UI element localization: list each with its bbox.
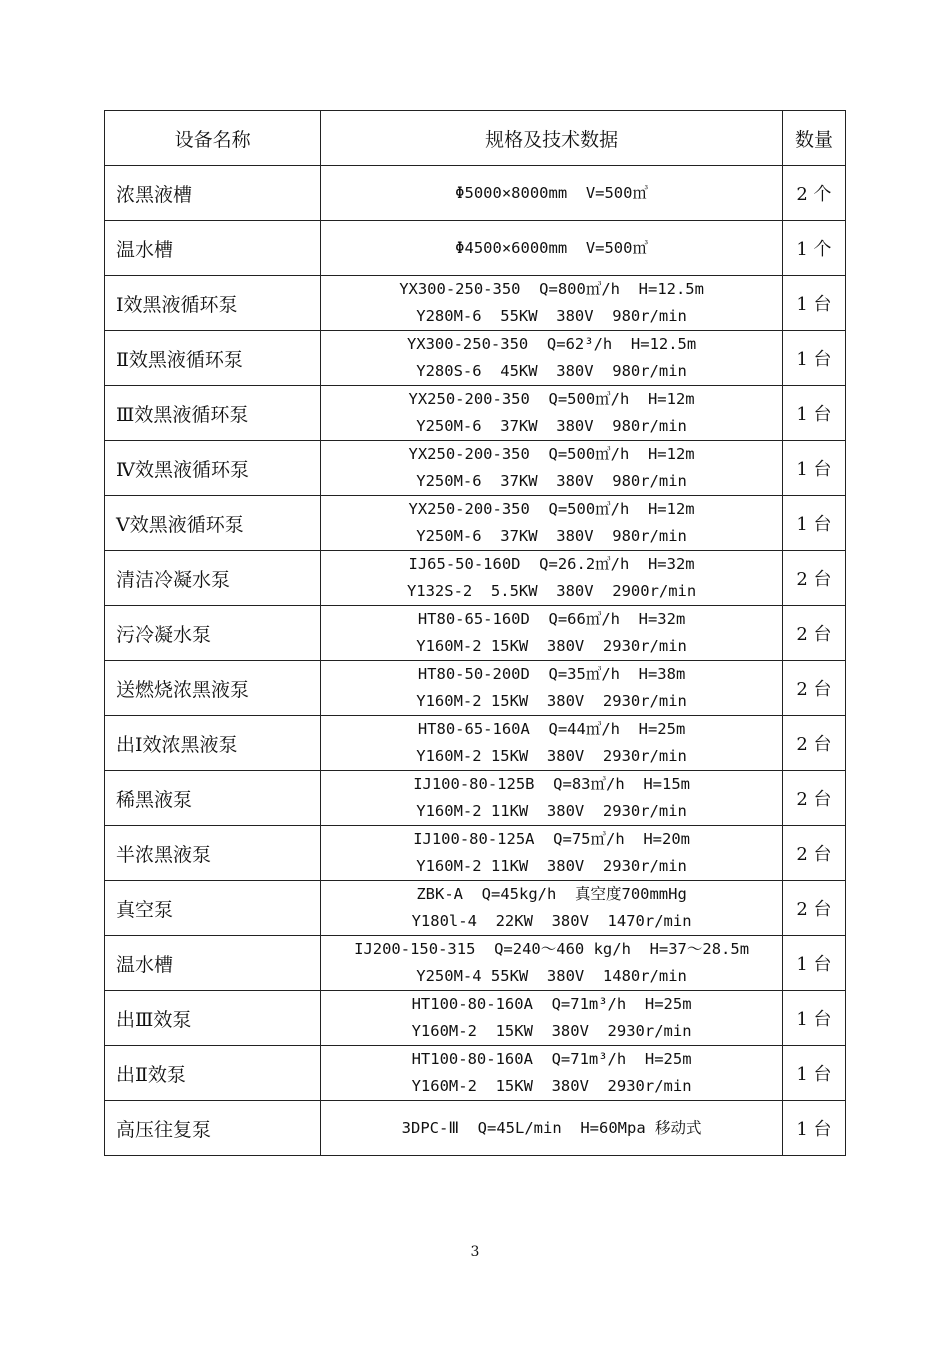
table-row — [105, 386, 846, 441]
spec-cell — [321, 661, 783, 716]
header-quantity: 数量 — [782, 111, 845, 166]
equipment-name-cell: 稀黑液泵 — [105, 771, 321, 826]
spec-line-1: HT80-65-160D Q=66㎥/h H=32m — [417, 610, 686, 628]
equipment-name-cell: Ⅰ效黑液循环泵 — [105, 276, 321, 331]
spec-line-2: Y160M-2 15KW 380V 2930r/min — [411, 1077, 692, 1095]
spec-line-1: ZBK-A Q=45kg/h 真空度700mmHg — [416, 885, 687, 903]
quantity-cell: 2 台 — [782, 881, 845, 936]
quantity-cell: 1 台 — [782, 496, 845, 551]
spec-cell — [321, 826, 783, 881]
table-row — [105, 221, 846, 276]
spec-line-1: YX250-200-350 Q=500㎥/h H=12m — [408, 500, 695, 518]
quantity-cell: 2 个 — [782, 166, 845, 221]
spec-line-1: Φ5000×8000mm V=500㎥ — [455, 183, 648, 202]
spec-line-1: IJ200-150-315 Q=240～460 kg/h H=37～28.5m — [354, 940, 750, 958]
spec-cell — [321, 441, 783, 496]
spec-cell — [321, 881, 783, 936]
spec-line-1: IJ65-50-160D Q=26.2㎥/h H=32m — [408, 555, 695, 573]
table-row — [105, 661, 846, 716]
spec-cell — [321, 551, 783, 606]
table-body — [105, 166, 846, 1156]
table-row — [105, 1101, 846, 1156]
spec-line-2: Y250M-6 37KW 380V 980r/min — [416, 527, 687, 545]
spec-cell — [321, 1101, 783, 1156]
spec-line-1: IJ100-80-125A Q=75㎥/h H=20m — [413, 830, 690, 848]
table-row — [105, 826, 846, 881]
quantity-cell: 1 个 — [782, 221, 845, 276]
spec-line-2: Y160M-2 15KW 380V 2930r/min — [416, 637, 687, 655]
quantity-cell: 1 台 — [782, 1101, 845, 1156]
quantity-cell: 1 台 — [782, 276, 845, 331]
spec-line-2: Y160M-2 15KW 380V 2930r/min — [416, 692, 687, 710]
table-row — [105, 331, 846, 386]
spec-line-2: Y250M-6 37KW 380V 980r/min — [416, 472, 687, 490]
equipment-name-cell: 清洁冷凝水泵 — [105, 551, 321, 606]
spec-line-1: HT100-80-160A Q=71m³/h H=25m — [411, 995, 692, 1013]
quantity-cell: 2 台 — [782, 606, 845, 661]
spec-cell — [321, 771, 783, 826]
quantity-cell: 1 台 — [782, 991, 845, 1046]
spec-cell — [321, 716, 783, 771]
spec-line-2: Y132S-2 5.5KW 380V 2900r/min — [406, 582, 697, 600]
equipment-name-cell: Ⅴ效黑液循环泵 — [105, 496, 321, 551]
table-row — [105, 991, 846, 1046]
table-row — [105, 166, 846, 221]
quantity-cell: 2 台 — [782, 826, 845, 881]
spec-cell — [321, 386, 783, 441]
equipment-name-cell: Ⅳ效黑液循环泵 — [105, 441, 321, 496]
spec-line-2: Y160M-2 15KW 380V 2930r/min — [411, 1022, 692, 1040]
equipment-name-cell: 真空泵 — [105, 881, 321, 936]
table-row — [105, 771, 846, 826]
equipment-name-cell: 出Ⅱ效泵 — [105, 1046, 321, 1101]
equipment-name-cell: 出Ⅲ效泵 — [105, 991, 321, 1046]
spec-line-2: Y160M-2 11KW 380V 2930r/min — [416, 802, 687, 820]
spec-cell — [321, 936, 783, 991]
equipment-table — [104, 110, 846, 1156]
quantity-cell: 2 台 — [782, 716, 845, 771]
quantity-cell: 1 台 — [782, 936, 845, 991]
header-spec: 规格及技术数据 — [321, 111, 783, 166]
table-row — [105, 276, 846, 331]
equipment-name-cell: Ⅱ效黑液循环泵 — [105, 331, 321, 386]
spec-line-1: Φ4500×6000mm V=500㎥ — [455, 238, 648, 257]
equipment-name-cell: 温水槽 — [105, 936, 321, 991]
spec-line-2: Y180l-4 22KW 380V 1470r/min — [411, 912, 692, 930]
spec-cell — [321, 991, 783, 1046]
spec-cell — [321, 331, 783, 386]
quantity-cell: 1 台 — [782, 386, 845, 441]
spec-line-1: YX250-200-350 Q=500㎥/h H=12m — [408, 390, 695, 408]
spec-line-1: HT80-50-200D Q=35㎥/h H=38m — [417, 665, 686, 683]
spec-cell — [321, 221, 783, 276]
quantity-cell: 1 台 — [782, 441, 845, 496]
equipment-name-cell: 送燃烧浓黑液泵 — [105, 661, 321, 716]
table-row — [105, 606, 846, 661]
spec-line-2: Y250M-4 55KW 380V 1480r/min — [416, 967, 687, 985]
spec-line-1: HT100-80-160A Q=71m³/h H=25m — [411, 1050, 692, 1068]
spec-cell — [321, 496, 783, 551]
table-row — [105, 716, 846, 771]
spec-line-1: 3DPC-Ⅲ Q=45L/min H=60Mpa 移动式 — [401, 1118, 702, 1137]
table-row — [105, 496, 846, 551]
table-row — [105, 936, 846, 991]
table-row — [105, 881, 846, 936]
spec-line-1: YX250-200-350 Q=500㎥/h H=12m — [408, 445, 695, 463]
spec-line-2: Y160M-2 11KW 380V 2930r/min — [416, 857, 687, 875]
quantity-cell: 1 台 — [782, 1046, 845, 1101]
equipment-name-cell: 半浓黑液泵 — [105, 826, 321, 881]
spec-cell — [321, 166, 783, 221]
equipment-name-cell: 污冷凝水泵 — [105, 606, 321, 661]
spec-line-1: YX300-250-350 Q=62³/h H=12.5m — [406, 335, 697, 353]
spec-cell — [321, 1046, 783, 1101]
quantity-cell: 1 台 — [782, 331, 845, 386]
page-number: 3 — [470, 1244, 480, 1260]
table-header-row — [105, 111, 846, 166]
table-row — [105, 1046, 846, 1101]
quantity-cell: 2 台 — [782, 661, 845, 716]
spec-line-1: HT80-65-160A Q=44㎥/h H=25m — [417, 720, 686, 738]
header-equipment-name: 设备名称 — [105, 111, 321, 166]
table-row — [105, 441, 846, 496]
spec-line-2: Y250M-6 37KW 380V 980r/min — [416, 417, 687, 435]
table-row — [105, 551, 846, 606]
spec-line-1: IJ100-80-125B Q=83㎥/h H=15m — [413, 775, 690, 793]
equipment-name-cell: 高压往复泵 — [105, 1101, 321, 1156]
quantity-cell: 2 台 — [782, 551, 845, 606]
spec-cell — [321, 276, 783, 331]
spec-line-2: Y160M-2 15KW 380V 2930r/min — [416, 747, 687, 765]
equipment-name-cell: 温水槽 — [105, 221, 321, 276]
equipment-name-cell: Ⅲ效黑液循环泵 — [105, 386, 321, 441]
spec-line-2: Y280S-6 45KW 380V 980r/min — [416, 362, 687, 380]
spec-line-2: Y280M-6 55KW 380V 980r/min — [416, 307, 687, 325]
equipment-name-cell: 浓黑液槽 — [105, 166, 321, 221]
quantity-cell: 2 台 — [782, 771, 845, 826]
equipment-name-cell: 出Ⅰ效浓黑液泵 — [105, 716, 321, 771]
spec-cell — [321, 606, 783, 661]
spec-line-1: YX300-250-350 Q=800㎥/h H=12.5m — [399, 280, 704, 298]
